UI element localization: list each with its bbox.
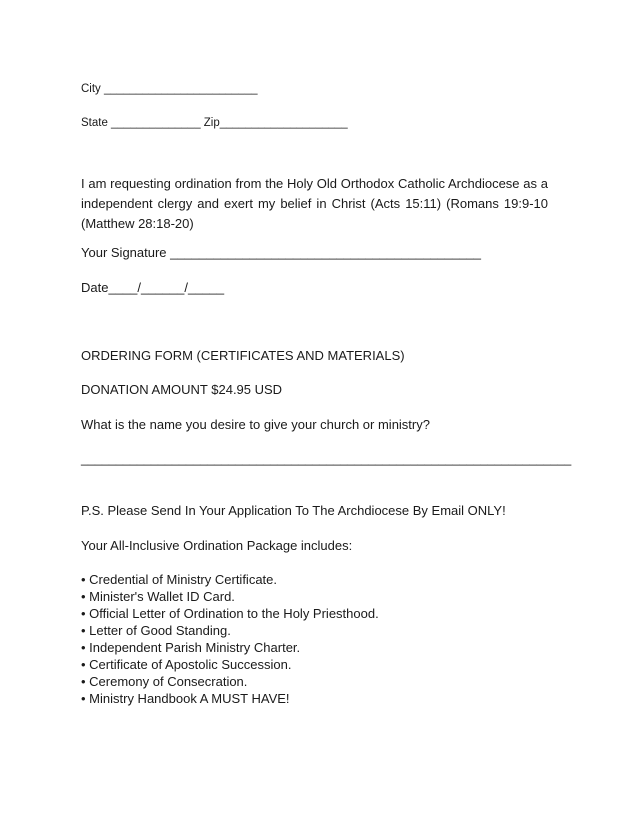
state-zip-field: State ______________ Zip____________________ (81, 117, 348, 129)
list-item: • Credential of Ministry Certificate. (81, 572, 278, 587)
ordering-heading: ORDERING FORM (CERTIFICATES AND MATERIALS) (81, 348, 405, 363)
list-item: • Minister's Wallet ID Card. (81, 589, 235, 604)
request-line-2: independent clergy and exert my belief in Christ (Acts 15:11) (Romans 19:9-10 (81, 196, 548, 211)
list-item: • Independent Parish Ministry Charter. (81, 640, 301, 655)
date-field: Date____/______/_____ (81, 280, 225, 295)
ordination-request-paragraph (81, 174, 548, 234)
city-field: City ________________________ (81, 83, 258, 95)
list-item: • Ministry Handbook A MUST HAVE! (81, 691, 290, 706)
list-item: • Certificate of Apostolic Succession. (81, 657, 292, 672)
church-name-answer-line: ______________________________________________________________________ (81, 452, 572, 466)
list-item: • Official Letter of Ordination to the Holy Priesthood. (81, 606, 379, 621)
list-item: • Ceremony of Consecration. (81, 674, 248, 689)
ps-note: P.S. Please Send In Your Application To The Archdiocese By Email ONLY! (81, 503, 506, 518)
signature-field: Your Signature ___________________________________________ (81, 245, 482, 260)
church-name-question: What is the name you desire to give your church or ministry? (81, 417, 430, 432)
request-line-1: I am requesting ordination from the Holy Old Orthodox Catholic Archdiocese as a (81, 176, 548, 191)
request-line-3: (Matthew 28:18-20) (81, 216, 194, 231)
package-intro: Your All-Inclusive Ordination Package includes: (81, 538, 353, 553)
donation-amount: DONATION AMOUNT $24.95 USD (81, 382, 283, 397)
list-item: • Letter of Good Standing. (81, 623, 231, 638)
package-items-list (81, 571, 379, 707)
